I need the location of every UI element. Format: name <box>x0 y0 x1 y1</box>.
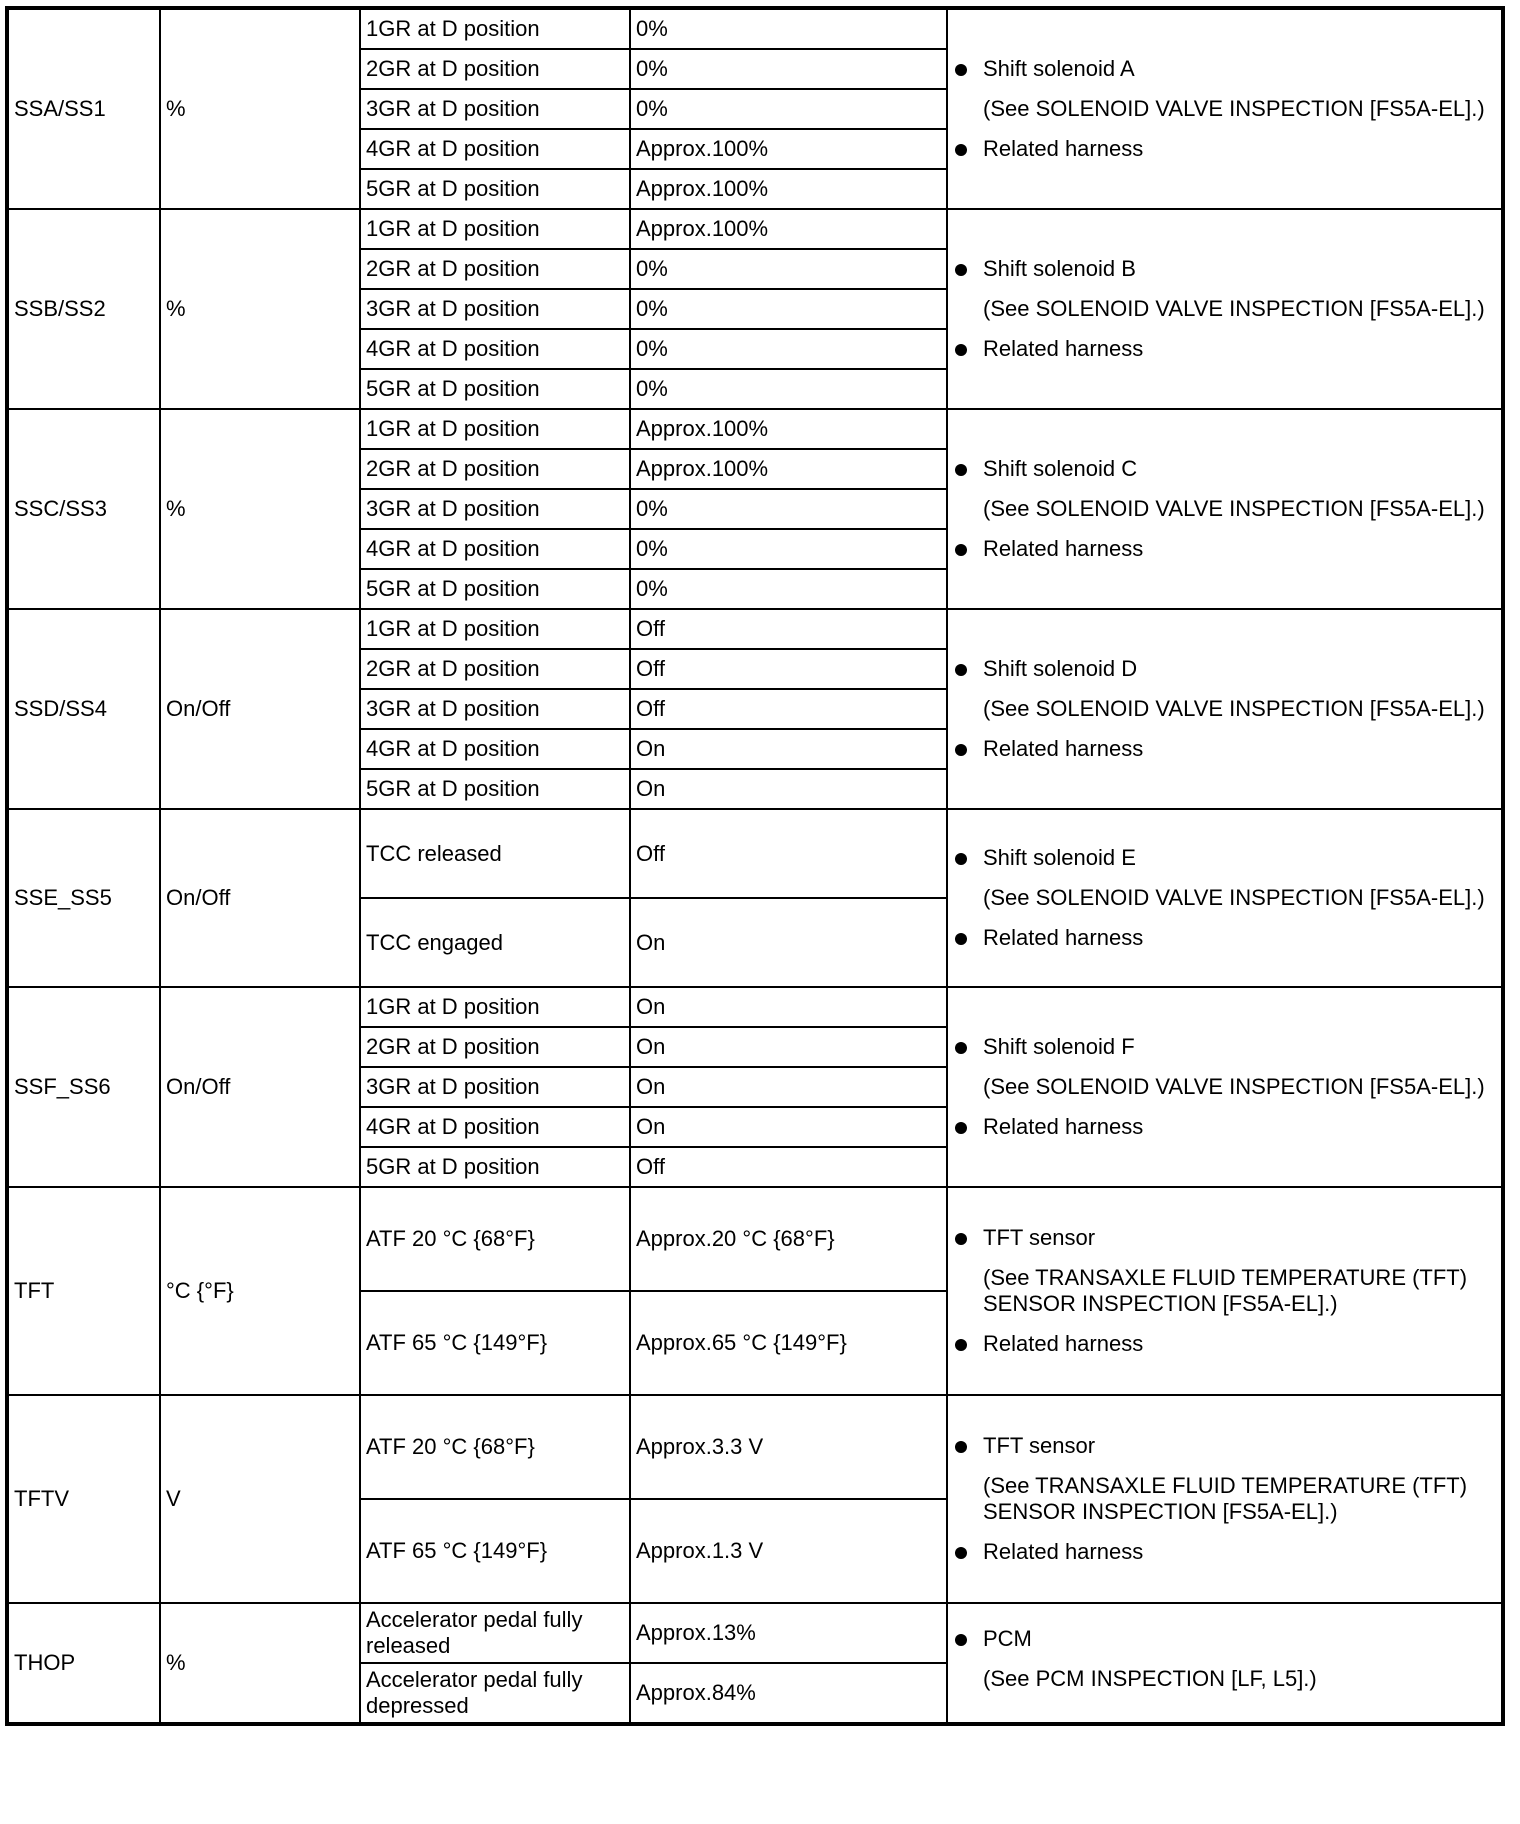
reference-item-label: Shift solenoid E <box>983 845 1136 870</box>
reference-cell <box>947 609 1503 809</box>
item-unit: % <box>160 209 360 409</box>
condition-cell: 2GR at D position <box>360 1027 630 1067</box>
condition-cell: 5GR at D position <box>360 569 630 609</box>
reference-item-label: PCM <box>983 1626 1032 1651</box>
bullet-icon <box>955 1233 967 1245</box>
item-name: THOP <box>7 1603 160 1724</box>
condition-cell: Accelerator pedal fully depressed <box>360 1663 630 1724</box>
condition-cell: 1GR at D position <box>360 209 630 249</box>
value-cell: Approx.20 °C {68°F} <box>630 1187 947 1291</box>
item-unit: V <box>160 1395 360 1603</box>
reference-note: (See SOLENOID VALVE INSPECTION [FS5A-EL].) <box>983 696 1485 721</box>
reference-bullet-item <box>953 256 1496 282</box>
reference-bullet-item <box>953 1539 1496 1565</box>
table-row <box>7 609 1503 649</box>
table-row <box>7 409 1503 449</box>
value-cell: On <box>630 898 947 987</box>
value-cell: On <box>630 1027 947 1067</box>
reference-bullet-item <box>953 136 1496 162</box>
value-cell: 0% <box>630 8 947 49</box>
reference-cell <box>947 1395 1503 1603</box>
item-name: SSE_SS5 <box>7 809 160 987</box>
reference-item-label: TFT sensor <box>983 1225 1096 1250</box>
reference-cell <box>947 409 1503 609</box>
reference-bullet-item <box>953 536 1496 562</box>
bullet-icon <box>955 1441 967 1453</box>
value-cell: On <box>630 729 947 769</box>
value-cell: 0% <box>630 249 947 289</box>
item-unit: On/Off <box>160 987 360 1187</box>
value-cell: Approx.84% <box>630 1663 947 1724</box>
reference-bullet-item <box>953 1433 1496 1459</box>
reference-note: (See TRANSAXLE FLUID TEMPERATURE (TFT) SENSOR INSPECTION [FS5A-EL].) <box>983 1265 1468 1316</box>
reference-cell <box>947 1187 1503 1395</box>
bullet-icon <box>955 853 967 865</box>
value-cell: 0% <box>630 329 947 369</box>
item-name: SSF_SS6 <box>7 987 160 1187</box>
condition-cell: 4GR at D position <box>360 529 630 569</box>
reference-item-label: Related harness <box>983 925 1144 950</box>
item-unit: On/Off <box>160 609 360 809</box>
reference-cell <box>947 987 1503 1187</box>
reference-item-label: Related harness <box>983 136 1144 161</box>
bullet-icon <box>955 933 967 945</box>
value-cell: On <box>630 769 947 809</box>
value-cell: 0% <box>630 569 947 609</box>
item-name: SSD/SS4 <box>7 609 160 809</box>
bullet-icon <box>955 1547 967 1559</box>
bullet-icon <box>955 464 967 476</box>
value-cell: 0% <box>630 529 947 569</box>
value-cell: Approx.13% <box>630 1603 947 1663</box>
value-cell: Off <box>630 1147 947 1187</box>
table-row <box>7 1395 1503 1499</box>
reference-bullet-item <box>953 1225 1496 1251</box>
reference-item-label: TFT sensor <box>983 1433 1096 1458</box>
value-cell: On <box>630 987 947 1027</box>
reference-item-label: Shift solenoid C <box>983 456 1138 481</box>
reference-item-label: Shift solenoid F <box>983 1034 1135 1059</box>
value-cell: Off <box>630 649 947 689</box>
condition-cell: 1GR at D position <box>360 987 630 1027</box>
bullet-icon <box>955 64 967 76</box>
reference-note: (See SOLENOID VALVE INSPECTION [FS5A-EL].) <box>983 296 1485 321</box>
value-cell: Approx.100% <box>630 169 947 209</box>
bullet-icon <box>955 144 967 156</box>
reference-item-label: Related harness <box>983 1539 1144 1564</box>
value-cell: Approx.100% <box>630 209 947 249</box>
item-unit: On/Off <box>160 809 360 987</box>
bullet-icon <box>955 664 967 676</box>
value-cell: Approx.3.3 V <box>630 1395 947 1499</box>
condition-cell: ATF 65 °C {149°F} <box>360 1291 630 1395</box>
reference-item-label: Related harness <box>983 736 1144 761</box>
table-row <box>7 8 1503 49</box>
condition-cell: ATF 20 °C {68°F} <box>360 1395 630 1499</box>
item-name: TFTV <box>7 1395 160 1603</box>
value-cell: Approx.100% <box>630 129 947 169</box>
reference-bullet-item <box>953 845 1496 871</box>
condition-cell: 4GR at D position <box>360 729 630 769</box>
condition-cell: 1GR at D position <box>360 8 630 49</box>
reference-bullet-item <box>953 336 1496 362</box>
condition-cell: 1GR at D position <box>360 409 630 449</box>
item-unit: % <box>160 1603 360 1724</box>
reference-note: (See PCM INSPECTION [LF, L5].) <box>983 1666 1317 1691</box>
condition-cell: ATF 65 °C {149°F} <box>360 1499 630 1603</box>
value-cell: Off <box>630 689 947 729</box>
condition-cell: 2GR at D position <box>360 449 630 489</box>
condition-cell: 4GR at D position <box>360 1107 630 1147</box>
condition-cell: TCC engaged <box>360 898 630 987</box>
reference-bullet-item <box>953 56 1496 82</box>
condition-cell: 4GR at D position <box>360 329 630 369</box>
reference-note: (See SOLENOID VALVE INSPECTION [FS5A-EL].) <box>983 496 1485 521</box>
condition-cell: 3GR at D position <box>360 689 630 729</box>
reference-item-label: Related harness <box>983 536 1144 561</box>
value-cell: 0% <box>630 489 947 529</box>
item-name: SSC/SS3 <box>7 409 160 609</box>
item-name: TFT <box>7 1187 160 1395</box>
item-unit: % <box>160 8 360 209</box>
value-cell: Off <box>630 609 947 649</box>
item-unit: % <box>160 409 360 609</box>
bullet-icon <box>955 1122 967 1134</box>
value-cell: Approx.100% <box>630 449 947 489</box>
bullet-icon <box>955 744 967 756</box>
value-cell: Approx.65 °C {149°F} <box>630 1291 947 1395</box>
condition-cell: 4GR at D position <box>360 129 630 169</box>
condition-cell: TCC released <box>360 809 630 898</box>
reference-cell <box>947 209 1503 409</box>
value-cell: 0% <box>630 89 947 129</box>
bullet-icon <box>955 544 967 556</box>
bullet-icon <box>955 1634 967 1646</box>
value-cell: Off <box>630 809 947 898</box>
reference-note: (See SOLENOID VALVE INSPECTION [FS5A-EL].) <box>983 885 1485 910</box>
value-cell: On <box>630 1107 947 1147</box>
table-row <box>7 209 1503 249</box>
condition-cell: 3GR at D position <box>360 1067 630 1107</box>
reference-bullet-item <box>953 1626 1496 1652</box>
value-cell: 0% <box>630 289 947 329</box>
bullet-icon <box>955 344 967 356</box>
table-row <box>7 1603 1503 1663</box>
item-unit: °C {°F} <box>160 1187 360 1395</box>
reference-item-label: Shift solenoid A <box>983 56 1135 81</box>
table-row <box>7 987 1503 1027</box>
value-cell: 0% <box>630 369 947 409</box>
condition-cell: 5GR at D position <box>360 369 630 409</box>
reference-bullet-item <box>953 1331 1496 1357</box>
reference-item-label: Shift solenoid B <box>983 256 1136 281</box>
reference-item-label: Related harness <box>983 336 1144 361</box>
condition-cell: 5GR at D position <box>360 769 630 809</box>
value-cell: 0% <box>630 49 947 89</box>
condition-cell: 2GR at D position <box>360 249 630 289</box>
reference-item-label: Shift solenoid D <box>983 656 1138 681</box>
reference-bullet-item <box>953 456 1496 482</box>
condition-cell: 3GR at D position <box>360 489 630 529</box>
value-cell: Approx.100% <box>630 409 947 449</box>
reference-bullet-item <box>953 925 1496 951</box>
reference-note: (See SOLENOID VALVE INSPECTION [FS5A-EL].) <box>983 96 1485 121</box>
value-cell: Approx.1.3 V <box>630 1499 947 1603</box>
condition-cell: 1GR at D position <box>360 609 630 649</box>
reference-cell <box>947 809 1503 987</box>
value-cell: On <box>630 1067 947 1107</box>
reference-bullet-item <box>953 1034 1496 1060</box>
reference-cell <box>947 8 1503 209</box>
bullet-icon <box>955 1042 967 1054</box>
reference-bullet-item <box>953 736 1496 762</box>
condition-cell: 2GR at D position <box>360 49 630 89</box>
item-name: SSB/SS2 <box>7 209 160 409</box>
bullet-icon <box>955 1339 967 1351</box>
condition-cell: ATF 20 °C {68°F} <box>360 1187 630 1291</box>
condition-cell: 2GR at D position <box>360 649 630 689</box>
reference-bullet-item <box>953 656 1496 682</box>
item-name: SSA/SS1 <box>7 8 160 209</box>
reference-item-label: Related harness <box>983 1331 1144 1356</box>
bullet-icon <box>955 264 967 276</box>
condition-cell: Accelerator pedal fully released <box>360 1603 630 1663</box>
table-row <box>7 809 1503 898</box>
condition-cell: 3GR at D position <box>360 289 630 329</box>
reference-item-label: Related harness <box>983 1114 1144 1139</box>
inspection-table <box>5 6 1505 1726</box>
reference-note: (See SOLENOID VALVE INSPECTION [FS5A-EL].) <box>983 1074 1485 1099</box>
condition-cell: 5GR at D position <box>360 1147 630 1187</box>
table-row <box>7 1187 1503 1291</box>
condition-cell: 3GR at D position <box>360 89 630 129</box>
condition-cell: 5GR at D position <box>360 169 630 209</box>
reference-cell <box>947 1603 1503 1724</box>
reference-note: (See TRANSAXLE FLUID TEMPERATURE (TFT) SENSOR INSPECTION [FS5A-EL].) <box>983 1473 1468 1524</box>
reference-bullet-item <box>953 1114 1496 1140</box>
